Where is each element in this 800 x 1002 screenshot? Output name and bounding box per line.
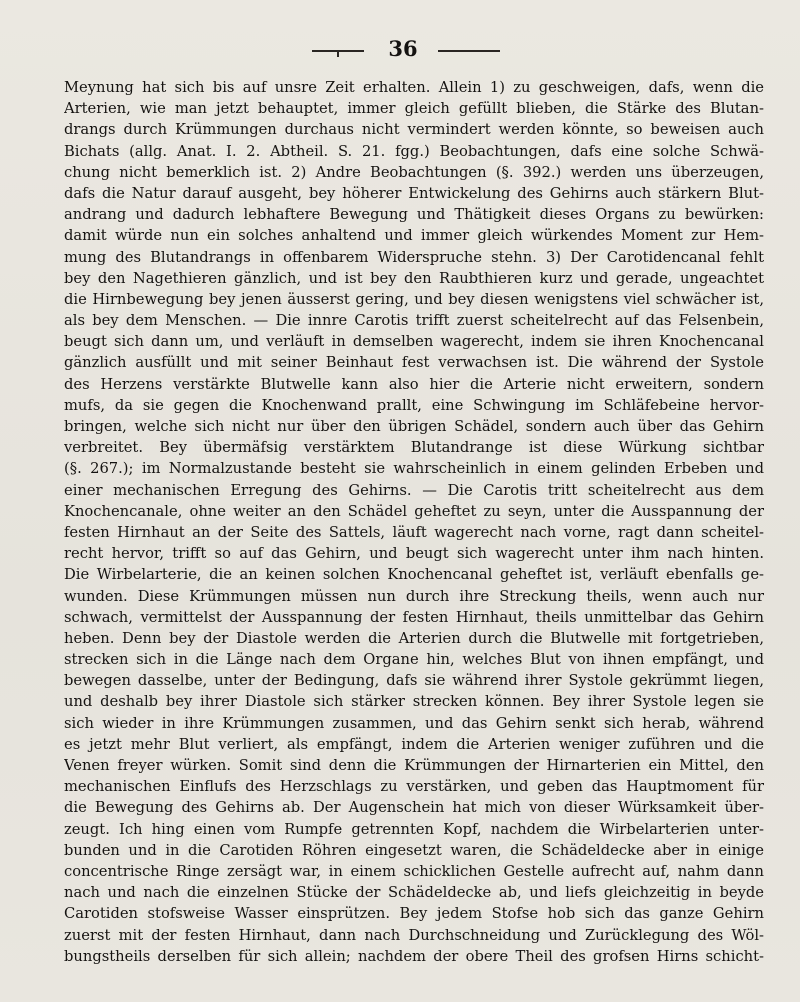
text-line: Bichats (allg. Anat. I. 2. Abtheil. S. 21. fgg.) Beobachtungen, dafs eine solche Schwä-: [64, 142, 764, 160]
body-text: [64, 77, 764, 967]
text-line: gänzlich ausfüllt und mit seiner Beinhaut fest verwachsen ist. Die während der Systole: [64, 354, 764, 372]
header-rule-tick: [337, 52, 339, 57]
text-line: (§. 267.); im Normalzustande besteht sie wahrscheinlich in einem gelinden Erbeben und: [64, 460, 764, 478]
text-line: des Herzens verstärkte Blutwelle kann also hier die Arterie nicht erweitern, sondern: [64, 375, 764, 393]
text-line: Meynung hat sich bis auf unsre Zeit erhalten. Allein 1) zu geschweigen, dafs, wenn die: [64, 79, 764, 96]
text-line: Knochencanale, ohne weiter an den Schädel geheftet zu seyn, unter die Ausspannung der: [64, 502, 764, 520]
header-rule-right: [438, 50, 500, 52]
text-line: einer mechanischen Erregung des Gehirns. — Die Carotis tritt scheitelrecht aus dem: [64, 481, 764, 499]
text-line: strecken sich in die Länge nach dem Organe hin, welches Blut von ihnen empfängt, und: [64, 651, 764, 669]
text-line: verbreitet. Bey übermäfsig verstärktem Blutandrange ist diese Würkung sichtbar: [64, 439, 764, 457]
text-line: schwach, vermittelst der Ausspannung der festen Hirnhaut, theils unmittelbar das Gehirn: [64, 608, 764, 626]
text-line: concentrische Ringe zersägt war, in einem schicklichen Gestelle aufrecht auf, nahm dann: [64, 862, 764, 880]
text-line: mufs, da sie gegen die Knochenwand prallt, eine Schwingung im Schläfebeine hervor-: [64, 396, 764, 414]
text-line: nach und nach die einzelnen Stücke der Schädeldecke ab, und liefs gleichzeitig in beyde: [64, 884, 764, 902]
text-line: festen Hirnhaut an der Seite des Sattels, läuft wagerecht nach vorne, ragt dann scheitel-: [64, 523, 764, 541]
page-header: [0, 36, 800, 66]
text-line: recht hervor, trifft so auf das Gehirn, und beugt sich wagerecht unter ihm nach hinten.: [64, 545, 764, 563]
text-line: wunden. Diese Krümmungen müssen nun durch ihre Streckung theils, wenn auch nur: [64, 587, 764, 605]
text-line: drangs durch Krümmungen durchaus nicht vermindert werden könnte, so beweisen auch: [64, 121, 764, 139]
text-line: und deshalb bey ihrer Diastole sich stärker strecken können. Bey ihrer Systole legen sie: [64, 693, 764, 711]
text-line: Arterien, wie man jetzt behauptet, immer gleich gefüllt blieben, die Stärke des Blutan-: [64, 100, 764, 118]
text-line: es jetzt mehr Blut verliert, als empfängt, indem die Arterien weniger zuführen und die: [64, 735, 764, 753]
text-line: die Hirnbewegung bey jenen äusserst gering, und bey diesen wenigstens viel schwächer ist,: [64, 290, 764, 308]
text-line: zeugt. Ich hing einen vom Rumpfe getrennten Kopf, nachdem die Wirbelarterien unter-: [64, 820, 764, 838]
text-line: Venen freyer würken. Somit sind denn die Krümmungen der Hirnarterien ein Mittel, den: [64, 757, 764, 774]
text-line: die Bewegung des Gehirns ab. Der Augenschein hat mich von dieser Würksamkeit über-: [64, 799, 764, 817]
page-number: 36: [388, 36, 418, 61]
text-line: bunden und in die Carotiden Röhren eingesetzt waren, die Schädeldecke aber in einige: [64, 841, 764, 859]
text-line: als bey dem Menschen. — Die innre Carotis trifft zuerst scheitelrecht auf das Felsenbein,: [64, 312, 764, 330]
text-line: damit würde nun ein solches anhaltend und immer gleich würkendes Moment zur Hem-: [64, 227, 764, 245]
text-line: chung nicht bemerklich ist. 2) Andre Beobachtungen (§. 392.) werden uns überzeugen,: [64, 163, 764, 181]
text-line: Carotiden stofsweise Wasser einsprützen. Bey jedem Stofse hob sich das ganze Gehirn: [64, 905, 764, 923]
text-line: mechanischen Einflufs des Herzschlags zu verstärken, und geben das Hauptmoment für: [64, 778, 764, 796]
text-line: bungstheils derselben für sich allein; nachdem der obere Theil des grofsen Hirns schicht-: [64, 947, 764, 965]
text-line: dafs die Natur darauf ausgeht, bey höherer Entwickelung des Gehirns auch stärkern Blut-: [64, 184, 764, 202]
text-line: bey den Nagethieren gänzlich, und ist bey den Raubthieren kurz und gerade, ungeachtet: [64, 269, 764, 287]
text-line: zuerst mit der festen Hirnhaut, dann nach Durchschneidung und Zurücklegung des Wöl-: [64, 926, 764, 944]
text-line: beugt sich dann um, und verläuft in demselben wagerecht, indem sie ihren Knochencanal: [64, 333, 764, 351]
text-line: andrang und dadurch lebhaftere Bewegung und Thätigkeit dieses Organs zu bewürken:: [64, 206, 764, 224]
text-line: sich wieder in ihre Krümmungen zusammen, und das Gehirn senkt sich herab, während: [64, 714, 764, 732]
text-line: bringen, welche sich nicht nur über den übrigen Schädel, sondern auch über das Gehirn: [64, 418, 764, 435]
text-line: bewegen dasselbe, unter der Bedingung, dafs sie während ihrer Systole gekrümmt liegen,: [64, 672, 764, 690]
text-line: mung des Blutandrangs in offenbarem Widerspruche stehn. 3) Der Carotidencanal fehlt: [64, 248, 764, 266]
text-line: Die Wirbelarterie, die an keinen solchen Knochencanal geheftet ist, verläuft ebenfalls ge-: [64, 566, 764, 584]
text-line: heben. Denn bey der Diastole werden die Arterien durch die Blutwelle mit fortgetrieben,: [64, 629, 764, 647]
